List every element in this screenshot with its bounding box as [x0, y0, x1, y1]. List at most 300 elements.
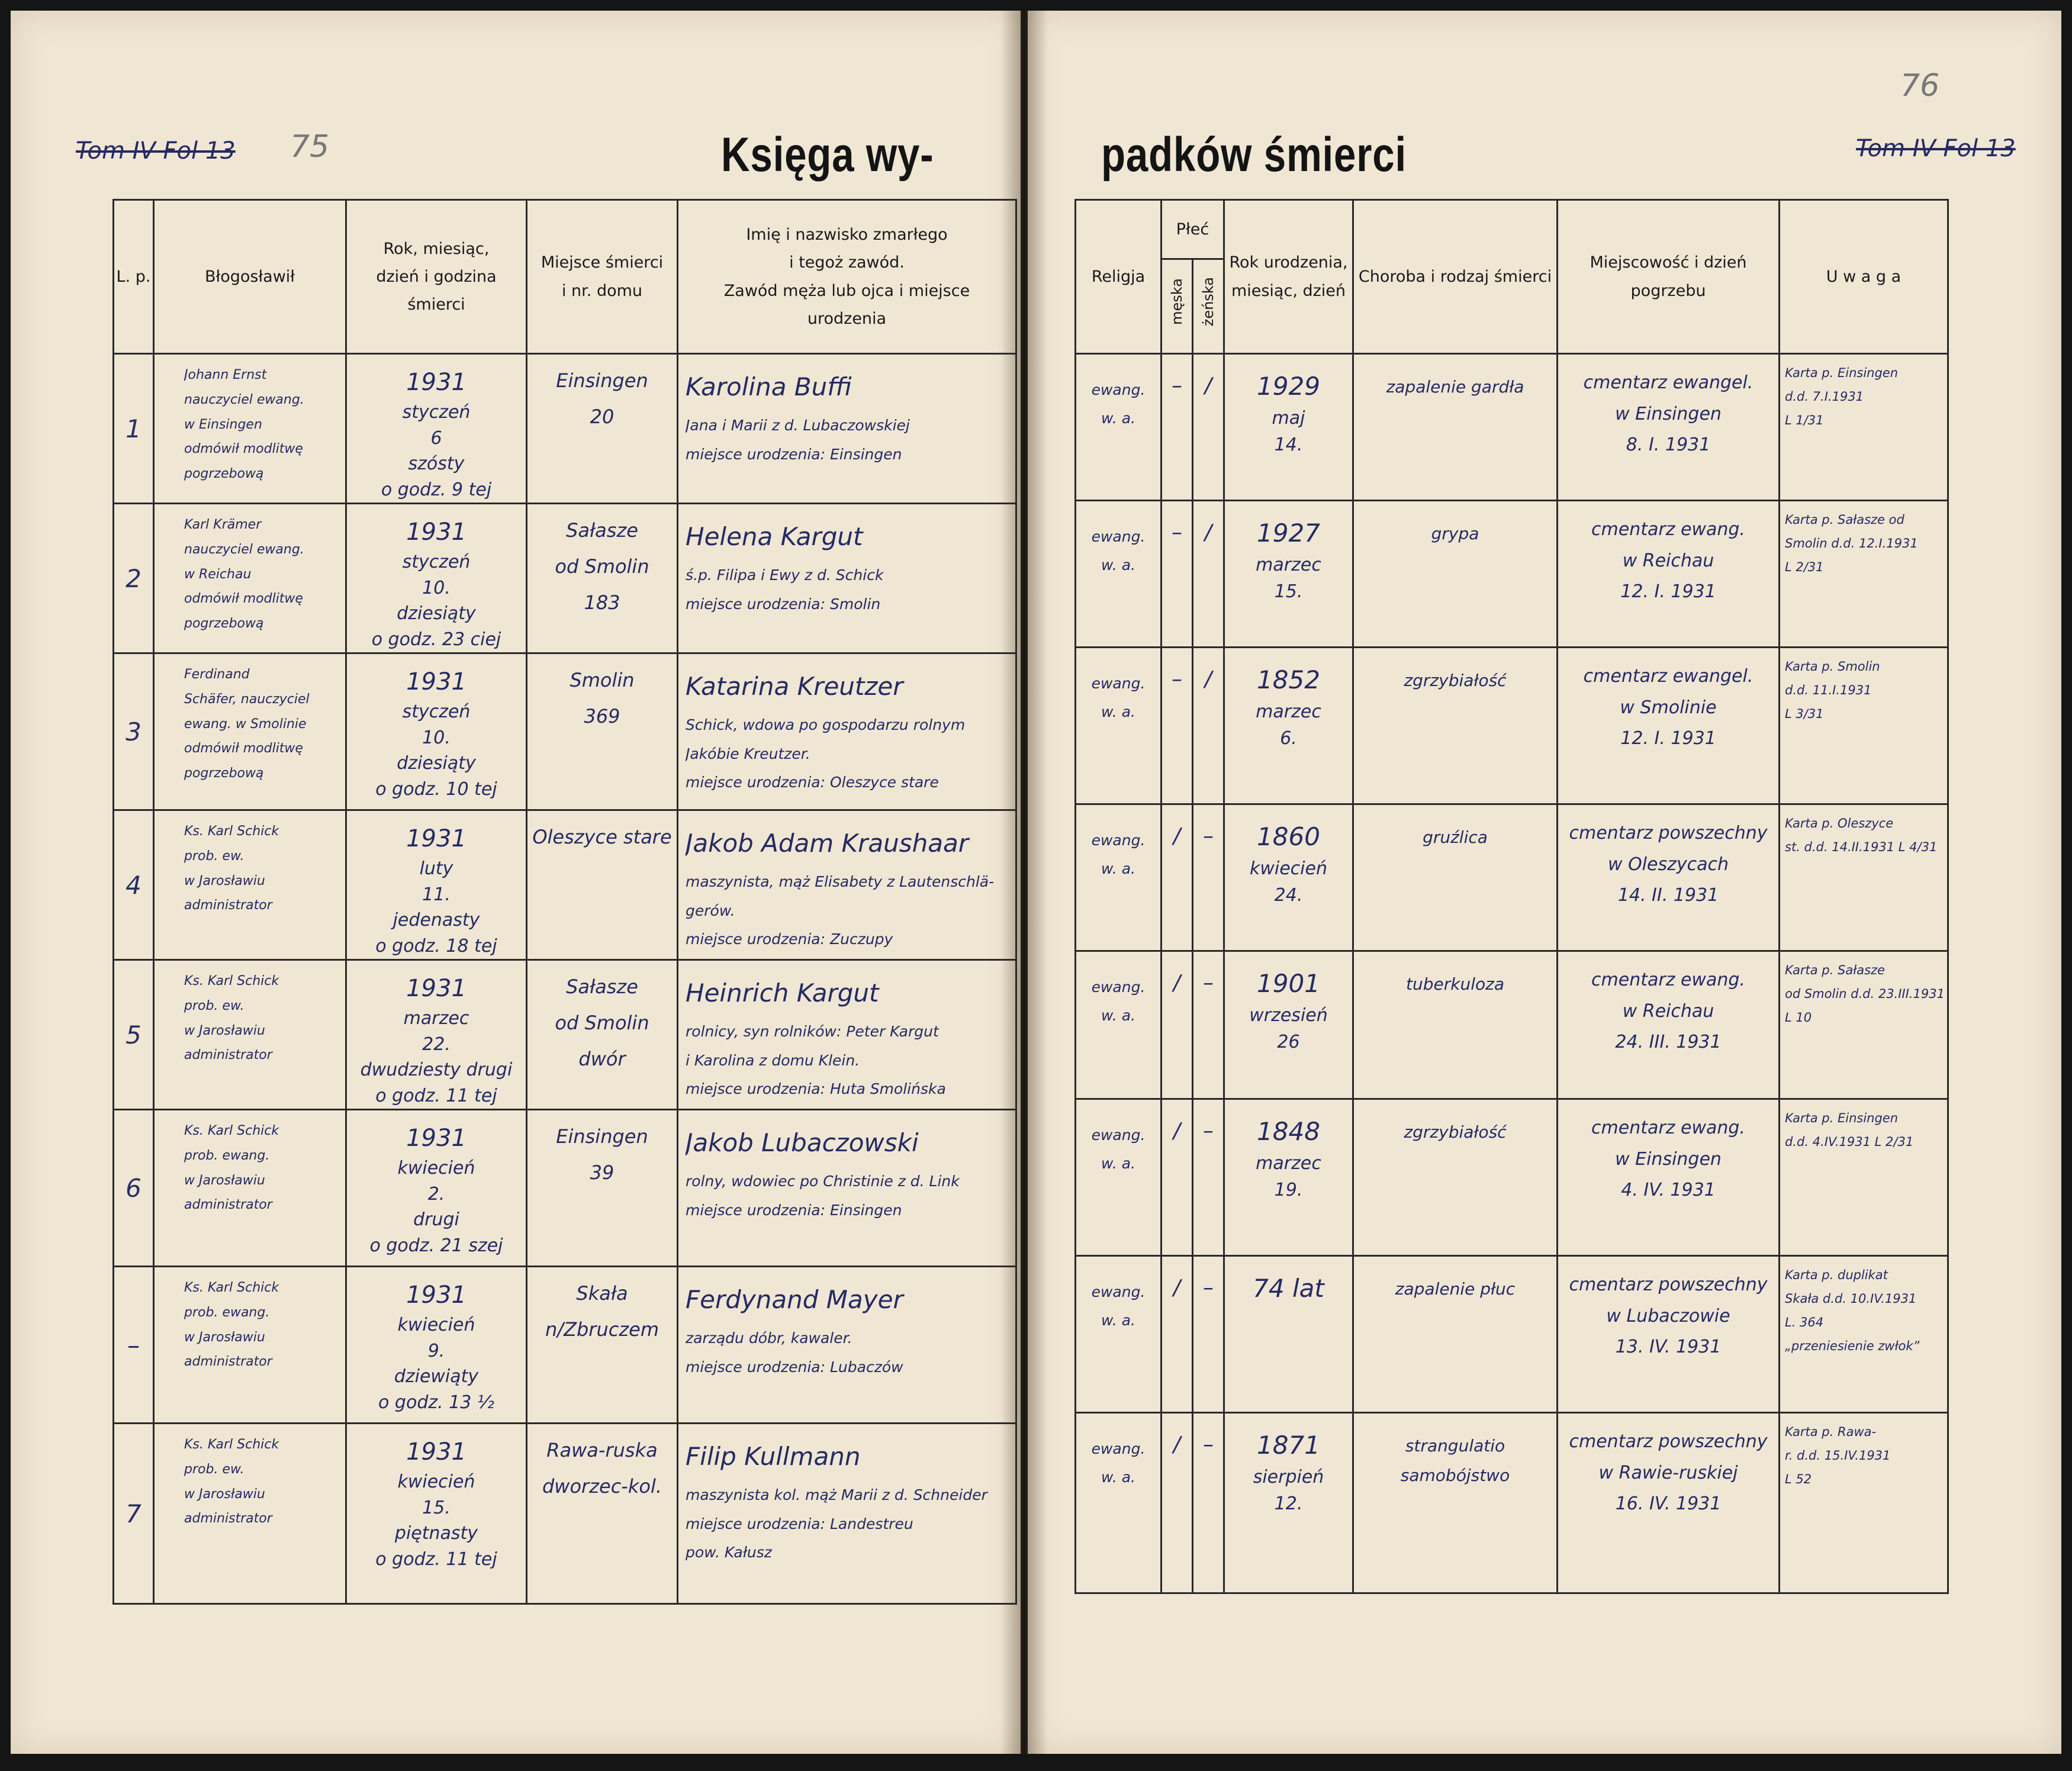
blesser-cell-line: prob. ewang.	[184, 1148, 270, 1163]
blesser-cell-line: Ks. Karl Schick	[184, 1280, 279, 1295]
religion-cell-line: ewang.	[1091, 1126, 1146, 1144]
record-row-left	[114, 960, 1016, 1110]
death-date-cell-line: 1931	[406, 1125, 466, 1152]
birth-date-cell-line: 1852	[1257, 665, 1320, 694]
burial-cell-line: w Rawie-ruskiej	[1598, 1462, 1738, 1483]
religion-cell	[1076, 951, 1162, 1099]
cause-of-death-cell-line: strangulatio	[1405, 1436, 1505, 1456]
burial-cell-line: cmentarz ewangel.	[1583, 372, 1754, 393]
religion-cell	[1076, 1099, 1162, 1256]
record-row-right	[1076, 1099, 1948, 1256]
death-place-cell-line: Smolin	[570, 669, 635, 691]
deceased-cell-line: Helena Kargut	[686, 522, 863, 551]
deceased-cell	[678, 354, 1016, 504]
deceased-cell-line: miejsce urodzenia: Oleszyce stare	[686, 774, 939, 791]
remarks-cell-line: Smolin d.d. 12.I.1931	[1785, 536, 1918, 550]
death-date-cell-line: 1931	[406, 1438, 466, 1466]
blesser-cell-line: administrator	[184, 898, 272, 913]
blesser-cell-line: administrator	[184, 1354, 272, 1370]
death-date-cell	[346, 1424, 527, 1604]
male-cell-line: /	[1173, 971, 1181, 995]
burial-cell-line: 13. IV. 1931	[1615, 1337, 1722, 1357]
cause-of-death-cell-line: gruźlica	[1423, 827, 1488, 847]
burial-cell-line: cmentarz ewangel.	[1583, 666, 1754, 687]
deceased-cell-line: i Karolina z domu Klein.	[686, 1051, 860, 1069]
birth-date-cell-line: 6.	[1280, 728, 1297, 749]
birth-date-cell-line: maj	[1272, 408, 1305, 429]
burial-cell-line: cmentarz powszechny	[1569, 823, 1768, 843]
death-date-cell	[346, 1267, 527, 1424]
deceased-cell-line: miejsce urodzenia: Smolin	[686, 595, 881, 613]
death-date-cell-line: dziewiąty	[394, 1366, 479, 1387]
death-date-cell-line: o godz. 11 tej	[375, 1085, 497, 1106]
blesser-cell-line: Ks. Karl Schick	[184, 824, 279, 839]
blesser-cell-line: pogrzebową	[184, 616, 264, 632]
burial-cell-line: 12. I. 1931	[1620, 728, 1716, 749]
cause-of-death-cell-line: zgrzybiałość	[1404, 1122, 1507, 1142]
birth-date-cell-line: 74 lat	[1253, 1274, 1324, 1303]
deceased-cell-line: Schick, wdowa po gospodarzu rolnym	[686, 716, 966, 733]
remarks-cell	[1780, 951, 1948, 1099]
death-date-cell	[346, 504, 527, 653]
remarks-cell-line: L. 364	[1785, 1315, 1824, 1329]
death-place-cell-line: dworzec-kol.	[542, 1474, 662, 1498]
burial-cell-line: cmentarz ewang.	[1591, 970, 1745, 990]
header-sex: Płeć	[1162, 200, 1224, 259]
entry-number-line: 1	[126, 414, 141, 443]
death-date-cell-line: kwiecień	[397, 1158, 475, 1178]
death-date-cell-line: o godz. 21 szej	[369, 1235, 503, 1256]
death-date-cell-line: styczeń	[402, 552, 471, 572]
record-row-left	[114, 354, 1016, 504]
religion-cell-line: w. a.	[1101, 859, 1135, 877]
religion-cell-line: ewang.	[1091, 832, 1146, 849]
religion-cell-line: w. a.	[1101, 703, 1135, 720]
birth-date-cell	[1224, 804, 1353, 951]
death-place-cell	[527, 960, 678, 1110]
female-cell	[1193, 501, 1224, 648]
deceased-cell	[678, 1110, 1016, 1267]
death-place-cell-line: Skała	[576, 1282, 628, 1305]
blesser-cell-line: odmówił modlitwę	[184, 741, 303, 756]
death-date-cell-line: piętnasty	[394, 1523, 478, 1544]
remarks-cell-line: st. d.d. 14.II.1931 L 4/31	[1785, 839, 1938, 854]
header-burial: Miejscowość i dzień pogrzebu	[1558, 200, 1780, 354]
birth-date-cell-line: kwiecień	[1249, 858, 1327, 879]
death-place-cell-line: od Smolin	[555, 555, 649, 578]
female-cell	[1193, 1413, 1224, 1593]
blesser-cell-line: Ks. Karl Schick	[184, 974, 279, 988]
blesser-cell-line: Karl Krämer	[184, 517, 262, 532]
record-row-left	[114, 1424, 1016, 1604]
blesser-cell-line: pogrzebową	[184, 766, 264, 781]
record-row-left	[114, 504, 1016, 653]
birth-date-cell-line: 1871	[1257, 1431, 1320, 1460]
remarks-cell-line: Karta p. Oleszyce	[1785, 816, 1894, 830]
death-place-cell-line: Oleszyce stare	[532, 826, 672, 848]
remarks-cell-line: d.d. 11.I.1931	[1785, 682, 1872, 697]
burial-cell	[1558, 501, 1780, 648]
burial-cell-line: cmentarz ewang.	[1591, 1118, 1745, 1138]
death-date-cell-line: luty	[419, 858, 453, 879]
deceased-cell-line: miejsce urodzenia: Zuczupy	[686, 930, 893, 948]
remarks-cell-line: od Smolin d.d. 23.III.1931	[1785, 986, 1945, 1001]
deceased-cell	[678, 960, 1016, 1110]
death-place-cell-line: Sałasze	[566, 975, 638, 998]
remarks-cell	[1780, 804, 1948, 951]
cause-of-death-cell-line: zapalenie gardła	[1386, 377, 1524, 397]
burial-cell-line: 14. II. 1931	[1617, 885, 1719, 906]
header-place-of-death: Miejsce śmierci i nr. domu	[527, 200, 678, 354]
burial-cell-line: w Einsingen	[1615, 403, 1722, 424]
burial-cell-line: w Einsingen	[1615, 1148, 1722, 1170]
blesser-cell-line: prob. ewang.	[184, 1305, 270, 1320]
blesser-cell-line: ewang. w Smolinie	[184, 716, 307, 732]
cause-of-death-cell-line: grypa	[1431, 524, 1479, 543]
record-row-left	[114, 653, 1016, 810]
cause-of-death-cell-line: samobójstwo	[1400, 1466, 1510, 1486]
header-blesser: Błogosławił	[154, 200, 346, 354]
header-lp: L. p.	[114, 200, 154, 354]
deceased-cell	[678, 810, 1016, 960]
record-row-right	[1076, 1413, 1948, 1593]
deceased-cell-line: rolnicy, syn rolników: Peter Kargut	[686, 1022, 939, 1040]
deceased-cell-line: Ferdynand Mayer	[686, 1285, 903, 1314]
record-row-right	[1076, 951, 1948, 1099]
deceased-cell	[678, 653, 1016, 810]
male-cell	[1162, 951, 1193, 1099]
record-row-right	[1076, 804, 1948, 951]
death-date-cell-line: jedenasty	[392, 910, 480, 930]
female-cell	[1193, 354, 1224, 501]
remarks-cell-line: Karta p. Sałasze od	[1785, 513, 1904, 527]
blesser-cell-line: nauczyciel ewang.	[184, 542, 304, 557]
death-date-cell-line: 1931	[406, 369, 466, 396]
birth-date-cell	[1224, 354, 1353, 501]
death-date-cell-line: dwudziesty drugi	[360, 1060, 513, 1080]
right-volume-ref: Tom IV Fol 13	[1856, 135, 2016, 162]
deceased-cell-line: miejsce urodzenia: Einsingen	[686, 1201, 902, 1219]
death-date-cell-line: o godz. 13 ½	[378, 1392, 494, 1413]
male-cell-line: –	[1172, 667, 1182, 691]
remarks-cell-line: Skała d.d. 10.IV.1931	[1785, 1291, 1917, 1306]
record-row-right	[1076, 1256, 1948, 1413]
religion-cell-line: ewang.	[1091, 1283, 1146, 1300]
burial-cell	[1558, 804, 1780, 951]
death-date-cell-line: o godz. 10 tej	[375, 778, 497, 800]
entry-number	[114, 653, 154, 810]
death-date-cell-line: kwiecień	[397, 1315, 475, 1335]
female-cell	[1193, 648, 1224, 804]
death-place-cell-line: 369	[584, 704, 620, 727]
death-place-cell-line: Sałasze	[566, 519, 638, 542]
left-pencil-page-number: 75	[290, 129, 330, 165]
deceased-cell-line: Heinrich Kargut	[686, 978, 879, 1007]
blesser-cell-line: Ks. Karl Schick	[184, 1437, 279, 1452]
religion-cell-line: ewang.	[1091, 1440, 1146, 1457]
cause-of-death-cell	[1353, 1099, 1558, 1256]
death-date-cell-line: 1931	[406, 668, 466, 695]
male-cell-line: –	[1172, 373, 1182, 398]
female-cell-line: –	[1203, 1432, 1214, 1457]
birth-date-cell-line: 1860	[1257, 822, 1320, 851]
blesser-cell-line: administrator	[184, 1511, 272, 1527]
female-cell	[1193, 1256, 1224, 1413]
blesser-cell-line: nauczyciel ewang.	[184, 392, 304, 407]
birth-date-cell-line: 19.	[1274, 1180, 1303, 1200]
death-place-cell	[527, 504, 678, 653]
death-date-cell	[346, 653, 527, 810]
male-cell	[1162, 648, 1193, 804]
record-row-left	[114, 1267, 1016, 1424]
cause-of-death-cell	[1353, 951, 1558, 1099]
birth-date-cell	[1224, 951, 1353, 1099]
male-cell	[1162, 354, 1193, 501]
death-date-cell-line: 1931	[406, 519, 466, 546]
religion-cell	[1076, 501, 1162, 648]
deceased-cell-line: Katarina Kreutzer	[686, 672, 903, 701]
blesser-cell-line: w Jarosławiu	[184, 1486, 265, 1502]
female-cell	[1193, 1099, 1224, 1256]
death-date-cell-line: o godz. 9 tej	[381, 479, 492, 500]
entry-number	[114, 960, 154, 1110]
header-male: męska	[1162, 259, 1193, 354]
death-place-cell	[527, 1267, 678, 1424]
death-place-cell-line: dwór	[578, 1047, 626, 1070]
record-row-right	[1076, 501, 1948, 648]
religion-cell-line: w. a.	[1101, 1154, 1135, 1172]
cause-of-death-cell-line: zapalenie płuc	[1395, 1279, 1516, 1299]
remarks-cell	[1780, 648, 1948, 804]
death-date-cell-line: o godz. 11 tej	[375, 1548, 497, 1570]
birth-date-cell-line: 12.	[1274, 1493, 1303, 1514]
burial-cell-line: w Reichau	[1622, 550, 1714, 571]
record-row-right	[1076, 648, 1948, 804]
death-date-cell-line: 1931	[406, 975, 466, 1002]
death-date-cell-line: styczeń	[402, 701, 471, 722]
right-header-row-1	[1076, 200, 1948, 259]
header-cause: Choroba i rodzaj śmierci	[1353, 200, 1558, 354]
death-date-cell	[346, 354, 527, 504]
remarks-cell-line: „przeniesienie zwłok”	[1785, 1338, 1920, 1353]
religion-cell	[1076, 804, 1162, 951]
burial-cell-line: cmentarz powszechny	[1569, 1274, 1768, 1295]
blesser-cell-line: w Jarosławiu	[184, 1329, 265, 1345]
blesser-cell	[154, 354, 346, 504]
death-place-cell-line: 183	[584, 591, 620, 614]
birth-date-cell	[1224, 1256, 1353, 1413]
religion-cell-line: ewang.	[1091, 978, 1146, 996]
death-date-cell-line: dziesiąty	[397, 603, 476, 624]
birth-date-cell-line: marzec	[1256, 555, 1321, 575]
deceased-cell-line: Karolina Buffi	[686, 372, 852, 401]
remarks-cell-line: d.d. 7.I.1931	[1785, 389, 1864, 404]
birth-date-cell	[1224, 501, 1353, 648]
burial-cell	[1558, 1256, 1780, 1413]
cause-of-death-cell	[1353, 804, 1558, 951]
blesser-cell-line: w Jarosławiu	[184, 873, 265, 888]
blesser-cell-line: administrator	[184, 1197, 272, 1213]
blesser-cell-line: Ks. Karl Schick	[184, 1123, 279, 1138]
cause-of-death-cell	[1353, 1256, 1558, 1413]
right-register-table	[1074, 199, 1949, 1594]
death-date-cell-line: 1931	[406, 825, 466, 852]
blesser-cell	[154, 1424, 346, 1604]
left-header-row	[114, 200, 1016, 354]
death-date-cell-line: szósty	[408, 453, 465, 474]
male-cell-line: –	[1172, 520, 1182, 545]
birth-date-cell-line: sierpień	[1253, 1467, 1324, 1487]
remarks-cell-line: L 3/31	[1785, 706, 1824, 721]
male-cell-line: /	[1173, 1432, 1181, 1457]
birth-date-cell-line: 15.	[1274, 581, 1303, 602]
deceased-cell-line: Jakob Adam Kraushaar	[686, 829, 969, 858]
death-date-cell-line: drugi	[413, 1209, 459, 1230]
blesser-cell	[154, 653, 346, 810]
remarks-cell-line: Karta p. Einsingen	[1785, 1111, 1899, 1125]
burial-cell	[1558, 1099, 1780, 1256]
death-place-cell-line: od Smolin	[555, 1011, 649, 1034]
deceased-cell	[678, 1424, 1016, 1604]
blesser-cell-line: w Jarosławiu	[184, 1023, 265, 1038]
male-cell	[1162, 804, 1193, 951]
record-row-left	[114, 1110, 1016, 1267]
burial-cell-line: 8. I. 1931	[1626, 434, 1711, 455]
religion-cell-line: w. a.	[1101, 1311, 1135, 1329]
remarks-cell	[1780, 1413, 1948, 1593]
cause-of-death-cell-line: tuberkuloza	[1406, 974, 1504, 994]
female-cell-line: –	[1203, 971, 1214, 995]
cause-of-death-cell	[1353, 1413, 1558, 1593]
religion-cell-line: w. a.	[1101, 1468, 1135, 1486]
female-cell-line: –	[1203, 1119, 1214, 1143]
remarks-cell	[1780, 354, 1948, 501]
blesser-cell	[154, 960, 346, 1110]
deceased-cell-line: maszynista, mąż Elisabety z Lautenschlä-	[686, 872, 995, 890]
birth-date-cell-line: marzec	[1256, 701, 1321, 722]
record-row-left	[114, 810, 1016, 960]
header-date-of-death: Rok, miesiąc, dzień i godzina śmierci	[346, 200, 527, 354]
deceased-cell	[678, 504, 1016, 653]
male-cell	[1162, 1413, 1193, 1593]
header-deceased: Imię i nazwisko zmarłego i tegoż zawód. Zawód męża lub ojca i miejsce urodzenia	[678, 200, 1016, 354]
remarks-cell-line: Karta p. Smolin	[1785, 659, 1880, 674]
religion-cell-line: ewang.	[1091, 381, 1146, 398]
death-place-cell-line: Rawa-ruska	[546, 1439, 658, 1461]
burial-cell-line: cmentarz ewang.	[1591, 519, 1745, 540]
cause-of-death-cell	[1353, 501, 1558, 648]
blesser-cell-line: w Reichau	[184, 566, 252, 582]
header-birth-date: Rok urodzenia, miesiąc, dzień	[1224, 200, 1353, 354]
female-cell-line: –	[1203, 824, 1214, 848]
remarks-cell-line: L 10	[1785, 1010, 1812, 1025]
burial-cell-line: 16. IV. 1931	[1615, 1493, 1722, 1514]
female-cell-line: /	[1204, 667, 1212, 691]
religion-cell-line: w. a.	[1101, 409, 1135, 427]
entry-number	[114, 810, 154, 960]
left-register-table	[112, 199, 1017, 1605]
blesser-cell-line: w Jarosławiu	[184, 1173, 265, 1188]
death-date-cell-line: 10.	[422, 577, 451, 598]
religion-cell	[1076, 1256, 1162, 1413]
blesser-cell-line: prob. ew.	[184, 998, 244, 1013]
birth-date-cell	[1224, 648, 1353, 804]
deceased-cell-line: Filip Kullmann	[686, 1442, 861, 1471]
death-date-cell-line: 6	[430, 427, 442, 449]
header-female: żeńska	[1193, 259, 1224, 354]
remarks-cell-line: L 2/31	[1785, 559, 1824, 574]
burial-cell	[1558, 1413, 1780, 1593]
title-right-half: padków śmierci	[1101, 128, 1407, 182]
remarks-cell-line: Karta p. duplikat	[1785, 1268, 1888, 1282]
religion-cell	[1076, 648, 1162, 804]
deceased-cell-line: miejsce urodzenia: Huta Smolińska	[686, 1080, 946, 1098]
death-date-cell-line: 22.	[422, 1033, 451, 1055]
cause-of-death-cell-line: zgrzybiałość	[1404, 671, 1507, 690]
male-cell-line: /	[1173, 1119, 1181, 1143]
blesser-cell-line: prob. ew.	[184, 848, 244, 864]
birth-date-cell-line: 26	[1277, 1032, 1300, 1052]
religion-cell-line: w. a.	[1101, 556, 1135, 574]
entry-number-line: –	[127, 1330, 140, 1360]
religion-cell-line: ewang.	[1091, 528, 1146, 545]
birth-date-cell-line: 1901	[1257, 969, 1320, 998]
deceased-cell-line: miejsce urodzenia: Lubaczów	[686, 1358, 903, 1376]
death-date-cell	[346, 1110, 527, 1267]
entry-number-line: 5	[126, 1020, 141, 1049]
death-place-cell-line: 39	[590, 1161, 614, 1184]
death-date-cell-line: 1931	[406, 1281, 466, 1309]
religion-cell-line: w. a.	[1101, 1006, 1135, 1024]
deceased-cell	[678, 1267, 1016, 1424]
burial-cell	[1558, 354, 1780, 501]
entry-number	[114, 504, 154, 653]
birth-date-cell-line: 1929	[1257, 372, 1320, 401]
religion-cell-line: ewang.	[1091, 675, 1146, 692]
death-date-cell-line: 2.	[427, 1183, 445, 1205]
entry-number-line: 7	[126, 1499, 141, 1528]
entry-number	[114, 1424, 154, 1604]
death-date-cell	[346, 810, 527, 960]
male-cell	[1162, 1256, 1193, 1413]
header-religion: Religja	[1076, 200, 1162, 354]
blesser-cell-line: Ferdinand	[184, 667, 250, 682]
deceased-cell-line: Jana i Marii z d. Lubaczowskiej	[686, 416, 910, 434]
deceased-cell-line: gerów.	[686, 901, 735, 919]
deceased-cell-line: maszynista kol. mąż Marii z d. Schneider	[686, 1486, 987, 1503]
record-row-right	[1076, 354, 1948, 501]
burial-cell-line: w Lubaczowie	[1606, 1305, 1730, 1326]
death-date-cell-line: o godz. 23 ciej	[371, 629, 501, 650]
death-date-cell-line: kwiecień	[397, 1471, 475, 1492]
blesser-cell-line: odmówił modlitwę	[184, 442, 303, 457]
remarks-cell	[1780, 1099, 1948, 1256]
burial-cell-line: w Reichau	[1622, 1000, 1714, 1022]
death-date-cell-line: 10.	[422, 727, 451, 748]
male-cell-line: /	[1173, 1276, 1181, 1300]
entry-number-line: 2	[126, 564, 141, 593]
birth-date-cell-line: 1848	[1257, 1117, 1320, 1146]
death-date-cell-line: 11.	[422, 884, 451, 905]
remarks-cell-line: L 1/31	[1785, 413, 1824, 427]
blesser-cell-line: Schäfer, nauczyciel	[184, 691, 310, 707]
blesser-cell-line: pogrzebową	[184, 466, 264, 482]
burial-cell-line: 4. IV. 1931	[1621, 1180, 1716, 1200]
female-cell-line: –	[1203, 1276, 1214, 1300]
remarks-cell	[1780, 1256, 1948, 1413]
burial-cell-line: w Smolinie	[1620, 697, 1717, 718]
burial-cell-line: cmentarz powszechny	[1569, 1431, 1768, 1452]
